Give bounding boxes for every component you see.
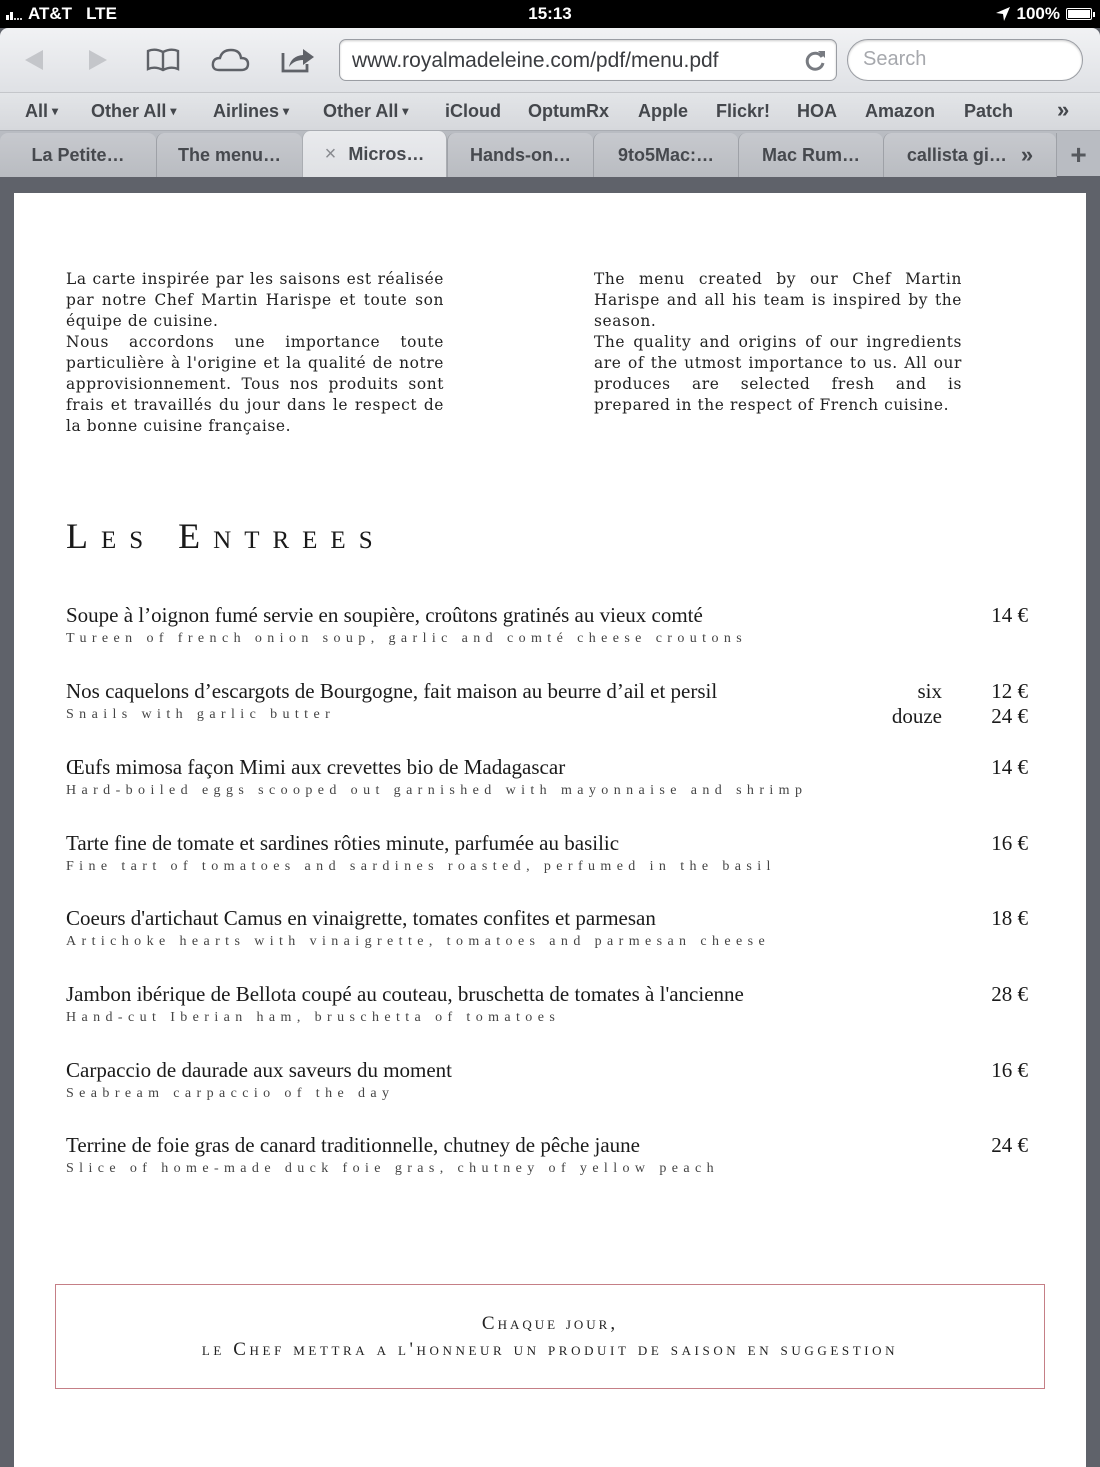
dish-name-en: Tureen of french onion soup, garlic and comté cheese croutons — [66, 631, 748, 646]
menu-item — [66, 906, 1028, 950]
chevron-down-icon: ▾ — [52, 104, 59, 118]
tab-the-menu[interactable]: The menu… — [156, 133, 302, 177]
dish-price: 18 € — [991, 906, 1028, 930]
chevron-down-icon: ▾ — [402, 104, 409, 118]
bookmark-other-all-2[interactable]: Other All ▾ — [323, 101, 409, 121]
menu-item — [66, 1133, 1028, 1177]
bookmark-airlines[interactable]: Airlines ▾ — [213, 101, 290, 121]
bookmark-apple[interactable]: Apple — [638, 101, 689, 121]
tab-bar — [0, 130, 1100, 176]
dish-price: 24 € — [991, 704, 1028, 728]
bookmark-flickr[interactable]: Flickr! — [716, 101, 771, 121]
dish-name-fr: Carpaccio de daurade aux saveurs du moment — [66, 1058, 453, 1082]
menu-item — [66, 982, 1028, 1026]
chevron-down-icon: ▾ — [170, 104, 177, 118]
dish-name-fr: Jambon ibérique de Bellota coupé au couteau, bruschetta de tomates à l'ancienne — [66, 982, 744, 1006]
intro-french: La carte inspirée par les saisons est réalisée par notre Chef Martin Harispe et toute son équipe de cuisine. Nous accordons une importance toute particulière à l'origine et la qualité de notre approvisionnement. Tous nos produits sont frais et travaillés du jour dans le respect de la bonne cuisine française. — [66, 270, 444, 435]
dish-price: 12 € — [991, 679, 1028, 703]
bookmarks-icon[interactable] — [143, 42, 183, 78]
dish-name-fr: Nos caquelons d’escargots de Bourgogne, fait maison au beurre d’ail et persil — [66, 679, 718, 703]
bookmark-amazon[interactable]: Amazon — [865, 101, 936, 121]
dish-name-en: Seabream carpaccio of the day — [66, 1086, 395, 1101]
dish-name-en: Fine tart of tomatoes and sardines roasted, perfumed in the basil — [66, 859, 776, 874]
share-icon[interactable] — [278, 42, 318, 78]
dish-name-en: Slice of home-made duck foie gras, chutney of yellow peach — [66, 1161, 719, 1176]
dish-price: 14 € — [991, 755, 1028, 779]
chevron-down-icon: ▾ — [283, 104, 290, 118]
browser-toolbar — [0, 28, 1100, 92]
icloud-icon[interactable] — [210, 42, 250, 78]
tab-la-petite[interactable]: La Petite… — [0, 133, 156, 177]
dish-name-fr: Coeurs d'artichaut Camus en vinaigrette, tomates confites et parmesan — [66, 906, 656, 930]
tab-hands-on[interactable]: Hands-on… — [447, 133, 593, 177]
new-tab-button[interactable]: + — [1056, 133, 1100, 177]
bookmark-other-all[interactable]: Other All ▾ — [91, 101, 177, 121]
close-icon[interactable]: × — [324, 142, 337, 165]
dish-price: 24 € — [991, 1133, 1028, 1157]
intro-english: The menu created by our Chef Martin Harispe and all his team is inspired by the season. The quality and origins of our ingredients are of the utmost importance to us. All our produces are selected fresh and is prepared in the respect of French cuisine. — [594, 270, 962, 414]
bookmark-icloud[interactable]: iCloud — [445, 101, 501, 121]
portion-label: douze — [891, 704, 942, 728]
bookmark-all[interactable]: All ▾ — [25, 101, 59, 121]
portion-label: six — [917, 679, 942, 703]
bookmark-hoa[interactable]: HOA — [797, 101, 837, 121]
dish-name-fr: Soupe à l’oignon fumé servie en soupière, croûtons gratinés au vieux comté — [66, 603, 703, 627]
tab-callista[interactable]: callista gi… » — [883, 133, 1056, 177]
bookmark-patch[interactable]: Patch — [964, 101, 1014, 121]
menu-item — [66, 679, 1028, 728]
dish-price: 14 € — [991, 603, 1028, 627]
notice-line-2: le Chef mettra a l'honneur un produit de saison en suggestion — [201, 1339, 899, 1360]
dish-name-en: Artichoke hearts with vinaigrette, tomatoes and parmesan cheese — [66, 934, 771, 949]
battery-percent: 100% — [1016, 4, 1060, 23]
dish-name-fr: Œufs mimosa façon Mimi aux crevettes bio de Madagascar — [66, 755, 566, 779]
network-type: LTE — [86, 4, 117, 23]
url-text[interactable]: www.royalmadeleine.com/pdf/menu.pdf — [352, 49, 719, 72]
notice-line-1: Chaque jour, — [481, 1313, 619, 1334]
bookmark-optumrx[interactable]: OptumRx — [528, 101, 609, 121]
address-bar[interactable] — [339, 39, 837, 81]
pdf-page — [14, 193, 1086, 1467]
daily-suggestion-box — [55, 1284, 1045, 1389]
tab-mac-rumors[interactable]: Mac Rum… — [738, 133, 883, 177]
menu-item — [66, 831, 1028, 875]
bookmarks-more-button[interactable]: » — [1057, 97, 1070, 122]
carrier: AT&T — [28, 4, 73, 23]
tabs-overflow-icon[interactable]: » — [1020, 142, 1034, 167]
tab-micros-active[interactable]: × Micros… — [302, 131, 447, 177]
forward-icon[interactable] — [78, 42, 118, 78]
dish-name-en: Hand-cut Iberian ham, bruschetta of tomatoes — [66, 1010, 561, 1025]
dish-name-fr: Terrine de foie gras de canard traditionnelle, chutney de pêche jaune — [66, 1133, 641, 1157]
search-input[interactable] — [863, 48, 1063, 71]
dish-price: 16 € — [991, 831, 1028, 855]
bookmarks-bar — [0, 92, 1100, 130]
location-icon — [995, 6, 1011, 22]
dish-price: 16 € — [991, 1058, 1028, 1082]
section-title: Les Entrees — [66, 516, 386, 556]
menu-item — [66, 755, 1028, 799]
search-field[interactable] — [847, 39, 1083, 81]
reload-icon[interactable] — [804, 48, 828, 72]
menu-item — [66, 1058, 1028, 1102]
menu-item — [66, 603, 1028, 647]
dish-name-en: Hard-boiled eggs scooped out garnished with mayonnaise and shrimp — [66, 783, 808, 798]
dish-name-en: Snails with garlic butter — [66, 707, 336, 722]
status-bar — [0, 0, 1100, 28]
battery-icon — [1066, 8, 1092, 20]
dish-price: 28 € — [991, 982, 1028, 1006]
back-icon[interactable] — [14, 42, 54, 78]
dish-name-fr: Tarte fine de tomate et sardines rôties minute, parfumée au basilic — [66, 831, 620, 855]
tab-9to5mac[interactable]: 9to5Mac:… — [593, 133, 738, 177]
clock: 15:13 — [528, 4, 572, 23]
